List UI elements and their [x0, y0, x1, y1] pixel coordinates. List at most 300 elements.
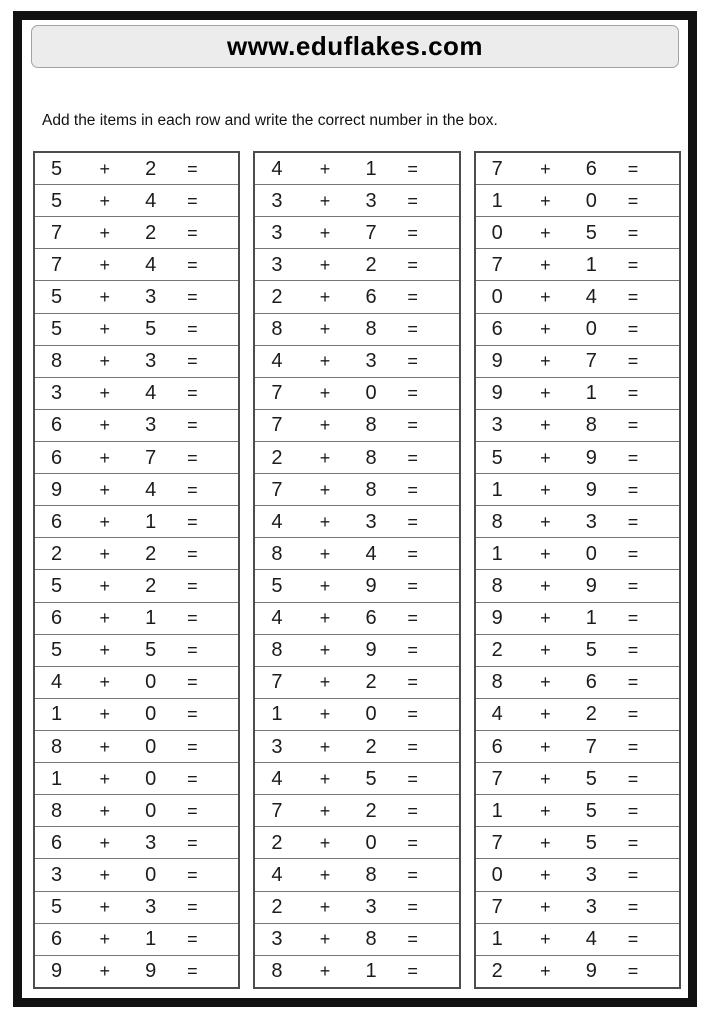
plus-operator: +: [319, 704, 331, 725]
problem-row: [255, 538, 458, 570]
addend-b: 4: [145, 382, 157, 405]
addend-a: 6: [50, 831, 63, 854]
addend-a: 5: [50, 574, 63, 597]
problem-row: [35, 506, 238, 538]
addend-a: 0: [491, 285, 503, 308]
problem-row: [255, 667, 458, 699]
equals-sign: =: [407, 222, 418, 243]
addend-b: 1: [585, 253, 597, 276]
answer-box[interactable]: [655, 249, 679, 280]
addend-a: 1: [491, 478, 503, 501]
answer-box[interactable]: [655, 699, 679, 730]
answer-box[interactable]: [655, 795, 679, 826]
addend-b: 8: [365, 478, 377, 501]
addend-b: 7: [585, 735, 597, 758]
equals-sign: =: [627, 575, 639, 596]
addend-a: 8: [271, 639, 283, 662]
addend-b: 0: [585, 542, 597, 565]
site-banner: [31, 25, 679, 68]
addend-a: 6: [50, 446, 63, 469]
answer-box[interactable]: [655, 538, 679, 569]
answer-box[interactable]: [215, 314, 239, 345]
answer-box[interactable]: [215, 892, 239, 923]
problem-row: [476, 699, 679, 731]
answer-box[interactable]: [655, 217, 679, 248]
addend-a: 3: [491, 414, 503, 437]
plus-operator: +: [319, 222, 331, 243]
addend-a: 2: [491, 960, 503, 983]
equals-sign: =: [187, 383, 198, 404]
plus-operator: +: [540, 929, 551, 950]
problem-row: [255, 281, 458, 313]
problem-row: [476, 859, 679, 891]
problems-column-3: [474, 151, 681, 989]
equals-sign: =: [407, 158, 418, 179]
equals-sign: =: [627, 158, 639, 179]
addend-b: 3: [585, 896, 597, 919]
answer-box[interactable]: [215, 153, 239, 184]
addend-b: 0: [585, 189, 597, 212]
problem-row: [255, 570, 458, 602]
answer-box[interactable]: [435, 763, 459, 794]
plus-operator: +: [540, 736, 551, 757]
problem-row: [476, 314, 679, 346]
plus-operator: +: [319, 864, 331, 885]
addend-a: 3: [271, 221, 283, 244]
equals-sign: =: [627, 511, 639, 532]
plus-operator: +: [99, 575, 110, 596]
answer-box[interactable]: [435, 346, 459, 377]
equals-sign: =: [187, 608, 198, 629]
plus-operator: +: [540, 608, 551, 629]
answer-box[interactable]: [655, 603, 679, 634]
equals-sign: =: [627, 286, 639, 307]
addend-a: 4: [491, 703, 503, 726]
problem-row: [476, 956, 679, 987]
addend-b: 9: [585, 960, 597, 983]
answer-box[interactable]: [435, 956, 459, 987]
plus-operator: +: [99, 190, 110, 211]
addend-b: 8: [365, 318, 377, 341]
problem-row: [255, 346, 458, 378]
problem-row: [35, 827, 238, 859]
addend-b: 5: [145, 639, 157, 662]
plus-operator: +: [540, 672, 551, 693]
addend-b: 8: [365, 928, 377, 951]
addend-b: 7: [145, 446, 157, 469]
problems-column-2: [253, 151, 460, 989]
answer-box[interactable]: [435, 442, 459, 473]
problem-row: [255, 378, 458, 410]
plus-operator: +: [540, 800, 551, 821]
equals-sign: =: [187, 704, 198, 725]
addend-a: 2: [271, 831, 283, 854]
answer-box[interactable]: [435, 281, 459, 312]
addend-b: 0: [145, 703, 157, 726]
plus-operator: +: [319, 383, 331, 404]
problem-row: [35, 249, 238, 281]
plus-operator: +: [540, 254, 551, 275]
addend-a: 6: [50, 928, 63, 951]
answer-box[interactable]: [215, 795, 239, 826]
addend-b: 3: [145, 414, 157, 437]
equals-sign: =: [407, 768, 418, 789]
addend-a: 2: [50, 542, 63, 565]
plus-operator: +: [540, 511, 551, 532]
problem-row: [35, 217, 238, 249]
addend-b: 0: [145, 767, 157, 790]
addend-a: 6: [491, 735, 503, 758]
problem-row: [35, 795, 238, 827]
equals-sign: =: [627, 222, 639, 243]
addend-b: 5: [585, 639, 597, 662]
answer-box[interactable]: [655, 506, 679, 537]
answer-box[interactable]: [215, 410, 239, 441]
answer-box[interactable]: [655, 410, 679, 441]
equals-sign: =: [187, 511, 198, 532]
answer-box[interactable]: [435, 410, 459, 441]
addend-a: 1: [491, 189, 503, 212]
equals-sign: =: [627, 447, 639, 468]
addend-a: 1: [491, 799, 503, 822]
plus-operator: +: [99, 319, 110, 340]
answer-box[interactable]: [655, 892, 679, 923]
problem-row: [476, 153, 679, 185]
addend-a: 5: [50, 285, 63, 308]
problem-row: [476, 603, 679, 635]
equals-sign: =: [187, 479, 198, 500]
equals-sign: =: [187, 415, 198, 436]
addend-b: 9: [365, 574, 377, 597]
answer-box[interactable]: [215, 603, 239, 634]
plus-operator: +: [319, 672, 331, 693]
answer-box[interactable]: [655, 731, 679, 762]
equals-sign: =: [627, 351, 639, 372]
addend-b: 0: [365, 382, 377, 405]
problem-row: [255, 892, 458, 924]
addend-a: 9: [491, 607, 503, 630]
problem-row: [35, 314, 238, 346]
equals-sign: =: [187, 929, 198, 950]
equals-sign: =: [407, 286, 418, 307]
addend-b: 3: [145, 831, 157, 854]
answer-box[interactable]: [655, 281, 679, 312]
plus-operator: +: [540, 897, 551, 918]
addend-a: 4: [271, 157, 283, 180]
plus-operator: +: [99, 415, 110, 436]
problems-grid: [33, 151, 681, 989]
addend-b: 6: [365, 607, 377, 630]
problem-row: [476, 185, 679, 217]
addend-a: 2: [491, 639, 503, 662]
problem-row: [35, 281, 238, 313]
equals-sign: =: [407, 543, 418, 564]
plus-operator: +: [319, 319, 331, 340]
plus-operator: +: [99, 479, 110, 500]
problem-row: [476, 378, 679, 410]
answer-box[interactable]: [215, 731, 239, 762]
answer-box[interactable]: [215, 442, 239, 473]
answer-box[interactable]: [215, 474, 239, 505]
answer-box[interactable]: [215, 763, 239, 794]
instruction-text: Add the items in each row and write the correct number in the box.: [42, 112, 498, 129]
problem-row: [476, 442, 679, 474]
problem-row: [476, 635, 679, 667]
addend-b: 4: [145, 478, 157, 501]
addend-a: 5: [50, 896, 63, 919]
plus-operator: +: [319, 447, 331, 468]
answer-box[interactable]: [435, 699, 459, 730]
equals-sign: =: [407, 961, 418, 982]
plus-operator: +: [540, 575, 551, 596]
answer-box[interactable]: [435, 474, 459, 505]
problem-row: [255, 763, 458, 795]
answer-box[interactable]: [215, 281, 239, 312]
answer-box[interactable]: [215, 217, 239, 248]
addend-b: 9: [365, 639, 377, 662]
problem-row: [255, 474, 458, 506]
answer-box[interactable]: [655, 635, 679, 666]
answer-box[interactable]: [215, 956, 239, 987]
plus-operator: +: [319, 479, 331, 500]
problem-row: [35, 699, 238, 731]
plus-operator: +: [99, 222, 110, 243]
plus-operator: +: [319, 415, 331, 436]
equals-sign: =: [627, 832, 639, 853]
answer-box[interactable]: [215, 538, 239, 569]
equals-sign: =: [407, 575, 418, 596]
addend-b: 5: [145, 318, 157, 341]
answer-box[interactable]: [655, 346, 679, 377]
answer-box[interactable]: [435, 892, 459, 923]
problem-row: [476, 827, 679, 859]
answer-box[interactable]: [215, 699, 239, 730]
addend-a: 3: [271, 735, 283, 758]
answer-box[interactable]: [435, 795, 459, 826]
answer-box[interactable]: [655, 859, 679, 890]
plus-operator: +: [319, 351, 331, 372]
answer-box[interactable]: [435, 506, 459, 537]
equals-sign: =: [187, 190, 198, 211]
addend-a: 4: [271, 767, 283, 790]
equals-sign: =: [627, 254, 639, 275]
equals-sign: =: [407, 800, 418, 821]
answer-box[interactable]: [655, 956, 679, 987]
addend-b: 7: [585, 350, 597, 373]
equals-sign: =: [627, 961, 639, 982]
answer-box[interactable]: [435, 603, 459, 634]
answer-box[interactable]: [215, 667, 239, 698]
equals-sign: =: [627, 383, 639, 404]
plus-operator: +: [540, 640, 551, 661]
addend-a: 7: [491, 831, 503, 854]
addend-b: 2: [145, 157, 157, 180]
problem-row: [35, 956, 238, 987]
problem-row: [35, 410, 238, 442]
addend-b: 4: [145, 253, 157, 276]
addend-b: 2: [145, 574, 157, 597]
problem-row: [35, 378, 238, 410]
addend-a: 8: [271, 318, 283, 341]
answer-box[interactable]: [215, 378, 239, 409]
answer-box[interactable]: [655, 667, 679, 698]
answer-box[interactable]: [435, 314, 459, 345]
addend-a: 6: [491, 318, 503, 341]
plus-operator: +: [319, 286, 331, 307]
answer-box[interactable]: [435, 538, 459, 569]
addend-a: 8: [491, 574, 503, 597]
answer-box[interactable]: [435, 378, 459, 409]
problem-row: [476, 570, 679, 602]
addend-a: 5: [271, 574, 283, 597]
answer-box[interactable]: [215, 924, 239, 955]
answer-box[interactable]: [435, 827, 459, 858]
addend-b: 1: [585, 607, 597, 630]
answer-box[interactable]: [435, 667, 459, 698]
answer-box[interactable]: [655, 763, 679, 794]
problem-row: [476, 731, 679, 763]
answer-box[interactable]: [435, 570, 459, 601]
equals-sign: =: [627, 897, 639, 918]
answer-box[interactable]: [655, 314, 679, 345]
equals-sign: =: [187, 864, 198, 885]
answer-box[interactable]: [215, 859, 239, 890]
problem-row: [35, 763, 238, 795]
answer-box[interactable]: [655, 153, 679, 184]
equals-sign: =: [187, 736, 198, 757]
answer-box[interactable]: [435, 217, 459, 248]
equals-sign: =: [627, 640, 639, 661]
answer-box[interactable]: [655, 924, 679, 955]
addend-a: 2: [271, 285, 283, 308]
addend-b: 5: [585, 799, 597, 822]
answer-box[interactable]: [435, 635, 459, 666]
addend-b: 0: [145, 799, 157, 822]
answer-box[interactable]: [435, 249, 459, 280]
addend-b: 9: [585, 478, 597, 501]
answer-box[interactable]: [215, 346, 239, 377]
answer-box[interactable]: [215, 185, 239, 216]
plus-operator: +: [99, 736, 110, 757]
addend-a: 7: [271, 414, 283, 437]
addend-b: 0: [585, 318, 597, 341]
problem-row: [35, 474, 238, 506]
addend-a: 4: [271, 350, 283, 373]
equals-sign: =: [627, 864, 639, 885]
addend-a: 2: [271, 896, 283, 919]
problem-row: [35, 667, 238, 699]
addend-a: 7: [271, 799, 283, 822]
addend-a: 6: [50, 607, 63, 630]
equals-sign: =: [407, 511, 418, 532]
plus-operator: +: [319, 254, 331, 275]
answer-box[interactable]: [435, 153, 459, 184]
addend-b: 0: [145, 863, 157, 886]
answer-box[interactable]: [655, 570, 679, 601]
plus-operator: +: [540, 351, 551, 372]
addend-a: 3: [271, 189, 283, 212]
addend-b: 9: [145, 960, 157, 983]
addend-b: 9: [585, 446, 597, 469]
addend-a: 1: [491, 928, 503, 951]
plus-operator: +: [540, 704, 551, 725]
answer-box[interactable]: [655, 474, 679, 505]
plus-operator: +: [319, 961, 331, 982]
problem-row: [35, 731, 238, 763]
addend-b: 1: [145, 510, 157, 533]
answer-box[interactable]: [435, 924, 459, 955]
equals-sign: =: [627, 543, 639, 564]
answer-box[interactable]: [215, 827, 239, 858]
addend-a: 5: [50, 639, 63, 662]
addend-a: 4: [271, 863, 283, 886]
answer-box[interactable]: [655, 185, 679, 216]
addend-a: 4: [271, 607, 283, 630]
addend-b: 1: [365, 157, 377, 180]
answer-box[interactable]: [215, 249, 239, 280]
addend-a: 7: [271, 382, 283, 405]
page-frame: [13, 11, 697, 1007]
answer-box[interactable]: [215, 506, 239, 537]
problem-row: [255, 314, 458, 346]
equals-sign: =: [187, 158, 198, 179]
problem-row: [476, 281, 679, 313]
plus-operator: +: [540, 832, 551, 853]
problems-column-1: [33, 151, 240, 989]
addend-a: 7: [50, 253, 63, 276]
equals-sign: =: [407, 254, 418, 275]
plus-operator: +: [319, 511, 331, 532]
answer-box[interactable]: [435, 859, 459, 890]
plus-operator: +: [319, 736, 331, 757]
answer-box[interactable]: [435, 731, 459, 762]
problem-row: [476, 538, 679, 570]
plus-operator: +: [99, 254, 110, 275]
answer-box[interactable]: [655, 378, 679, 409]
equals-sign: =: [407, 736, 418, 757]
equals-sign: =: [187, 543, 198, 564]
equals-sign: =: [407, 929, 418, 950]
addend-a: 5: [50, 189, 63, 212]
addend-a: 7: [491, 767, 503, 790]
answer-box[interactable]: [215, 570, 239, 601]
addend-b: 5: [585, 767, 597, 790]
equals-sign: =: [407, 672, 418, 693]
addend-a: 3: [50, 863, 63, 886]
addend-b: 4: [585, 928, 597, 951]
answer-box[interactable]: [655, 442, 679, 473]
addend-b: 0: [365, 703, 377, 726]
plus-operator: +: [540, 961, 551, 982]
problem-row: [35, 538, 238, 570]
equals-sign: =: [627, 319, 639, 340]
equals-sign: =: [627, 190, 639, 211]
addend-b: 3: [145, 350, 157, 373]
plus-operator: +: [99, 511, 110, 532]
equals-sign: =: [187, 672, 198, 693]
addend-b: 3: [365, 350, 377, 373]
plus-operator: +: [319, 800, 331, 821]
problem-row: [255, 924, 458, 956]
addend-a: 3: [50, 382, 63, 405]
answer-box[interactable]: [435, 185, 459, 216]
answer-box[interactable]: [215, 635, 239, 666]
equals-sign: =: [187, 768, 198, 789]
answer-box[interactable]: [655, 827, 679, 858]
plus-operator: +: [99, 640, 110, 661]
plus-operator: +: [99, 768, 110, 789]
problem-row: [476, 892, 679, 924]
